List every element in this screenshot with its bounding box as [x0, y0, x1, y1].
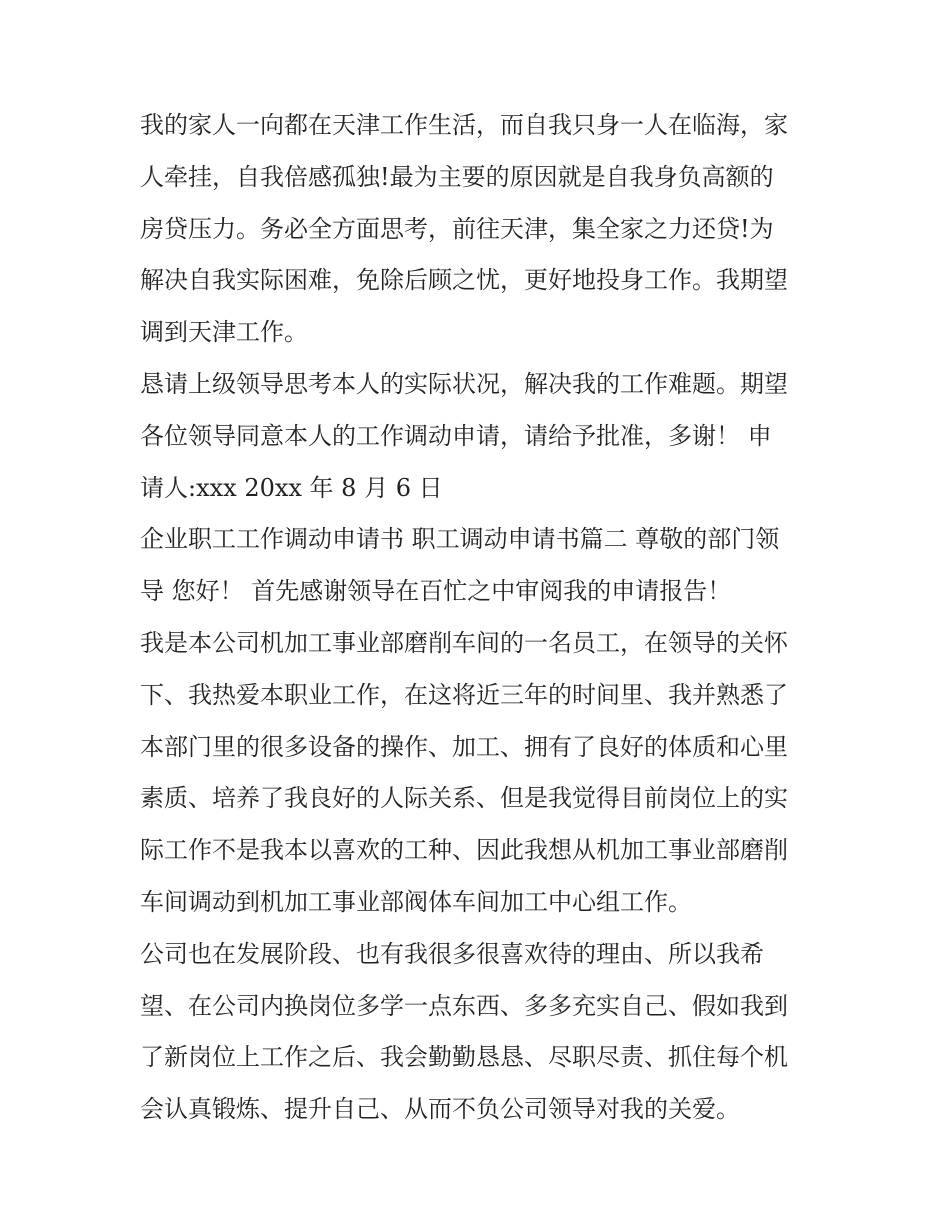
- text-line: 本部门里的很多设备的操作、加工、拥有了良好的体质和心里: [140, 732, 788, 761]
- text-line: 车间调动到机加工事业部阀体车间加工中心组工作。: [140, 887, 692, 916]
- text-line: 请人:xxx 20xx 年 8 月 6 日: [140, 473, 443, 502]
- text-line: 了新岗位上工作之后、我会勤勤恳恳、尽职尽责、抓住每个机: [140, 1043, 788, 1072]
- text-line: 下、我热爱本职业工作，在这将近三年的时间里、我并熟悉了: [140, 680, 788, 709]
- text-line: 我是本公司机加工事业部磨削车间的一名员工，在领导的关怀: [140, 628, 788, 657]
- text-line: 际工作不是我本以喜欢的工种、因此我想从机加工事业部磨削: [140, 836, 788, 865]
- text-line: 解决自我实际困难，免除后顾之忧，更好地投身工作。我期望: [140, 266, 788, 295]
- text-line: 公司也在发展阶段、也有我很多很喜欢待的理由、所以我希: [140, 939, 764, 968]
- text-line: 调到天津工作。: [140, 318, 308, 347]
- text-line: 望、在公司内换岗位多学一点东西、多多充实自己、假如我到: [140, 991, 788, 1020]
- text-line: 各位领导同意本人的工作调动申请，请给予批准，多谢！ 申: [140, 421, 772, 450]
- text-line: 导 您好！ 首先感谢领导在百忙之中审阅我的申请报告！: [140, 577, 732, 606]
- text-line: 人牵挂，自我倍感孤独!最为主要的原因就是自我身负高额的: [140, 162, 774, 191]
- text-line: 我的家人一向都在天津工作生活，而自我只身一人在临海，家: [140, 111, 788, 139]
- document-body: [140, 100, 830, 1136]
- text-line: 房贷压力。务必全方面思考，前往天津，集全家之力还贷!为: [140, 214, 774, 243]
- text-line: 企业职工工作调动申请书 职工调动申请书篇二 尊敬的部门领: [140, 525, 780, 554]
- text-line: 恳请上级领导思考本人的实际状况，解决我的工作难题。期望: [140, 369, 788, 398]
- text-line: 素质、培养了我良好的人际关系、但是我觉得目前岗位上的实: [140, 784, 788, 813]
- text-line: 会认真锻炼、提升自己、从而不负公司领导对我的关爱。: [140, 1095, 740, 1124]
